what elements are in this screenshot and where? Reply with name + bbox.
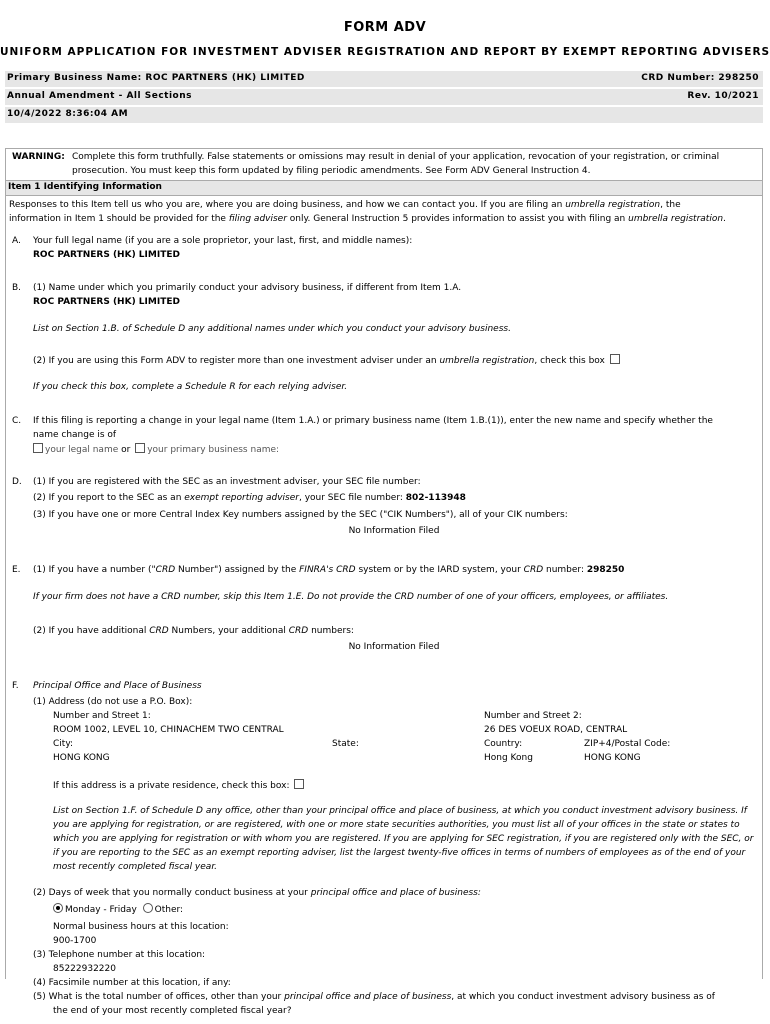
- other-days-label: Other:: [154, 905, 184, 915]
- additional-crd-no-info: No Information Filed: [348, 642, 440, 652]
- city-value: HONG KONG: [53, 753, 110, 763]
- item-f-q2: (2) Days of week that you normally conduct business at your principal office and place of business:: [33, 888, 481, 898]
- revision: Rev. 10/2021: [687, 91, 759, 101]
- item-f-q4: (4) Facsimile number at this location, if any:: [33, 978, 231, 988]
- item-e-letter: E.: [12, 565, 21, 575]
- business-name-option-label: your primary business name:: [147, 445, 280, 455]
- item-d-q2: (2) If you report to the SEC as an exempt reporting adviser, your SEC file number: 802-113948: [33, 493, 466, 503]
- item-d-letter: D.: [12, 477, 22, 487]
- item-c-letter: C.: [12, 416, 22, 426]
- item-f-letter: F.: [12, 681, 19, 691]
- item-b-q1: (1) Name under which you primarily conduct your advisory business, if different from Item 1.A.: [33, 283, 462, 293]
- item-f-q3: (3) Telephone number at this location:: [33, 950, 206, 960]
- item-b-q2: (2) If you are using this Form ADV to register more than one investment adviser under an umbrella registration, check this box: [33, 354, 622, 366]
- item-b-letter: B.: [12, 283, 22, 293]
- country-label: Country:: [484, 739, 523, 749]
- item-f-note-line5: most recently completed fiscal year.: [53, 862, 218, 872]
- header-band-business: [5, 71, 763, 87]
- umbrella-registration-checkbox[interactable]: [610, 354, 620, 364]
- legal-name-option-label: your legal name: [45, 445, 119, 455]
- item-c-line1: If this filing is reporting a change in your legal name (Item 1.A.) or primary business name (Item 1.B.(1)), enter the new name and specify whether the: [33, 416, 713, 426]
- cik-no-info: No Information Filed: [348, 526, 440, 536]
- item-e-q1: (1) If you have a number ("CRD Number") assigned by the FINRA's CRD system or by the IARD system, your CRD number: 298250: [33, 565, 625, 575]
- business-name-change-checkbox[interactable]: [135, 443, 145, 453]
- crd-number-value: 298250: [586, 565, 625, 575]
- item-a-question: Your full legal name (if you are a sole proprietor, your last, first, and middle names):: [33, 236, 413, 246]
- zip-value: HONG KONG: [584, 753, 641, 763]
- item1-intro-line2: information in Item 1 should be provided for the filing adviser only. General Instruction 5 provides information to assist you with filing an umbrella registration.: [9, 214, 726, 224]
- private-residence-checkbox[interactable]: [294, 779, 304, 789]
- other-days-radio[interactable]: [143, 903, 153, 913]
- country-value: Hong Kong: [484, 753, 533, 763]
- item-f-note-line2: you are applying for registration, or are registered, with one or more state securities authorities, you must list all of your offices in the state or states to: [53, 820, 740, 830]
- item-f-q5: (5) What is the total number of offices, other than your principal office and place of business, at which you conduct investment advisory business as of: [33, 992, 715, 1002]
- item-f-q5-line2: the end of your most recently completed fiscal year?: [53, 1006, 292, 1016]
- item1-intro-line1: Responses to this Item tell us who you are, where you are doing business, and how we can contact you. If you are filing an umbrella registration, the: [9, 200, 681, 210]
- legal-name-change-checkbox[interactable]: [33, 443, 43, 453]
- state-label: State:: [332, 739, 359, 749]
- hours-label: Normal business hours at this location:: [53, 922, 229, 932]
- crd-number: CRD Number: 298250: [641, 73, 759, 83]
- street2-label: Number and Street 2:: [484, 711, 582, 721]
- form-subtitle: UNIFORM APPLICATION FOR INVESTMENT ADVISER REGISTRATION AND REPORT BY EXEMPT REPORTING ADVISERS: [0, 46, 770, 58]
- warning-text-2: prosecution. You must keep this form updated by filing periodic amendments. See Form ADV General Instruction 4.: [72, 166, 591, 176]
- private-residence-line: If this address is a private residence, check this box:: [53, 779, 306, 791]
- form-title: FORM ADV: [343, 20, 427, 35]
- sec-file-number: 802-113948: [405, 493, 466, 503]
- item-e-q2: (2) If you have additional CRD Numbers, your additional CRD numbers:: [33, 626, 354, 636]
- warning-label: WARNING:: [12, 152, 65, 162]
- zip-label: ZIP+4/Postal Code:: [584, 739, 671, 749]
- header-band-timestamp: [5, 107, 763, 123]
- item-f-title: Principal Office and Place of Business: [33, 681, 202, 691]
- timestamp: 10/4/2022 8:36:04 AM: [7, 109, 129, 119]
- monday-friday-radio[interactable]: [53, 903, 63, 913]
- item-f-note-line3: which you are applying for registration or with whom you are registered. If you are applying for SEC registration, if you are registered only with the SEC, or: [53, 834, 754, 844]
- item-c-line2: name change is of: [33, 430, 117, 440]
- item-f-note-line1: List on Section 1.F. of Schedule D any office, other than your principal office and place of business, at which you conduct investment advisory business. If: [53, 806, 747, 816]
- item-f-note-line4: if you are reporting to the SEC as an exempt reporting adviser, list the largest twenty-five offices in terms of numbers of employees as of the end of your: [53, 848, 746, 858]
- primary-business-name: Primary Business Name: ROC PARTNERS (HK) LIMITED: [7, 73, 305, 83]
- street1-label: Number and Street 1:: [53, 711, 151, 721]
- business-name-value: ROC PARTNERS (HK) LIMITED: [33, 297, 180, 307]
- warning-text-1: Complete this form truthfully. False statements or omissions may result in denial of your application, revocation of your registration, or criminal: [72, 152, 720, 162]
- item-c-options: your legal name or your primary business name:: [31, 443, 279, 455]
- phone-value: 85222932220: [53, 964, 116, 974]
- hours-value: 900-1700: [53, 936, 97, 946]
- item1-header-band: [6, 180, 762, 196]
- header-band-amendment: [5, 89, 763, 105]
- legal-name-value: ROC PARTNERS (HK) LIMITED: [33, 250, 180, 260]
- item-f-q1: (1) Address (do not use a P.O. Box):: [33, 697, 193, 707]
- amendment-type: Annual Amendment - All Sections: [7, 91, 192, 101]
- business-days-options: [53, 903, 183, 915]
- city-label: City:: [53, 739, 74, 749]
- street2-value: 26 DES VOEUX ROAD, CENTRAL: [484, 725, 628, 735]
- item-d-q3: (3) If you have one or more Central Index Key numbers assigned by the SEC ("CIK Numbers"), all of your CIK numbers:: [33, 510, 568, 520]
- item-e-note: If your firm does not have a CRD number, skip this Item 1.E. Do not provide the CRD number of one of your officers, employees, or affiliates.: [33, 592, 669, 602]
- item-b-note1: List on Section 1.B. of Schedule D any additional names under which you conduct your advisory business.: [33, 324, 511, 334]
- item-b-note2: If you check this box, complete a Schedule R for each relying adviser.: [33, 382, 348, 392]
- monday-friday-label: Monday - Friday: [65, 905, 137, 915]
- street1-value: ROOM 1002, LEVEL 10, CHINACHEM TWO CENTRAL: [53, 725, 284, 735]
- item-a-letter: A.: [12, 236, 21, 246]
- item1-header: Item 1 Identifying Information: [8, 182, 162, 192]
- item-d-q1: (1) If you are registered with the SEC as an investment adviser, your SEC file number:: [33, 477, 421, 487]
